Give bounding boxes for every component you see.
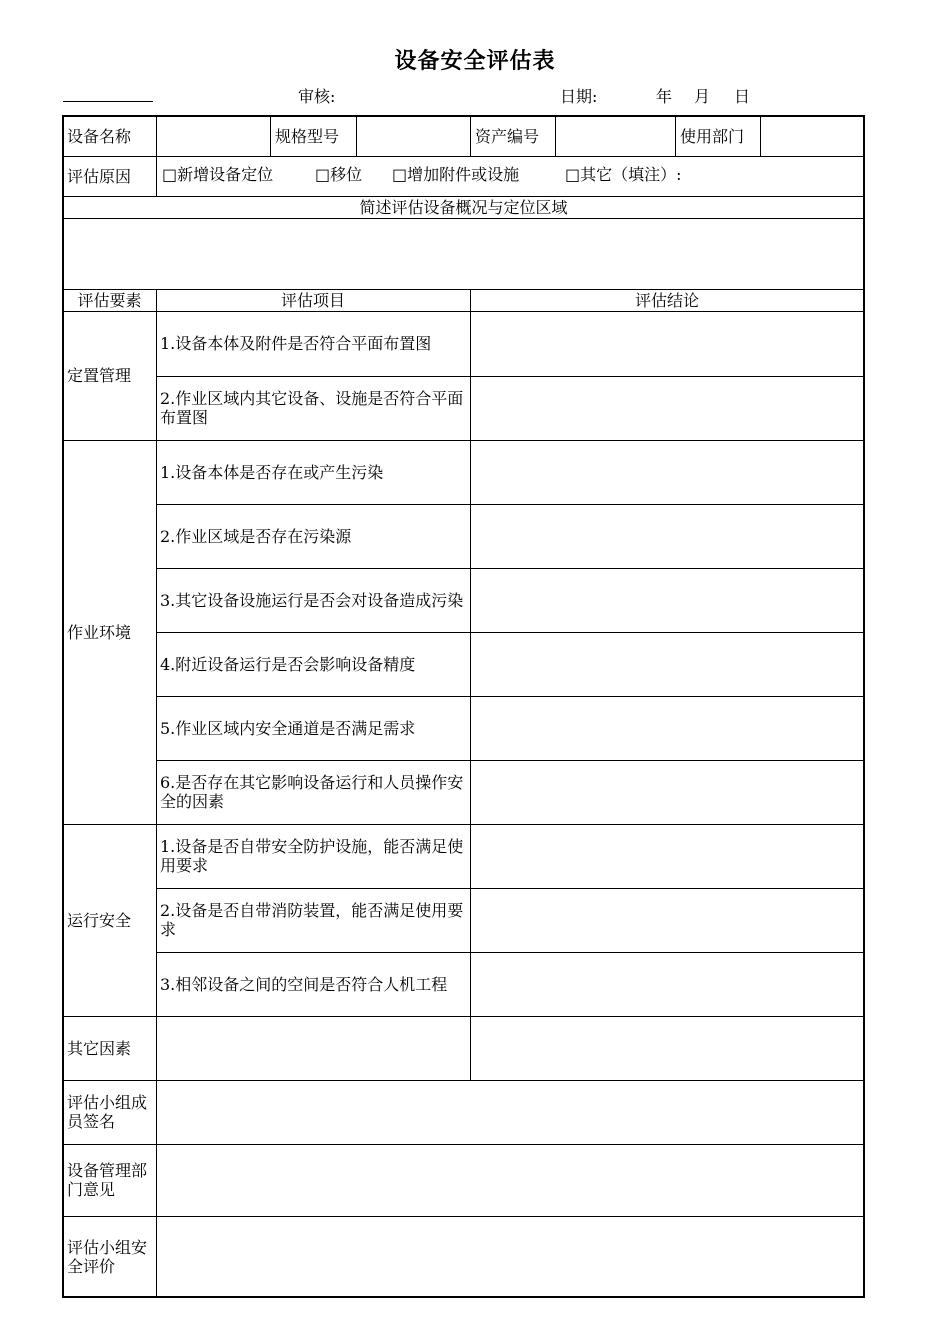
safety-evaluation-label: 评估小组安全评价 [67, 1237, 148, 1276]
asset-no-label: 资产编号 [475, 126, 540, 146]
overview-heading: 简述评估设备概况与定位区域 [359, 198, 568, 217]
conclusion-field[interactable] [471, 569, 863, 632]
department-field[interactable] [761, 116, 864, 156]
item-text: 3.相邻设备之间的空间是否符合人机工程 [160, 974, 448, 994]
model-label: 规格型号 [275, 126, 340, 146]
reason-label: 评估原因 [67, 166, 132, 186]
col-divider [270, 116, 271, 156]
review-label: 审核: [298, 87, 336, 106]
conclusion-field[interactable] [471, 825, 863, 888]
other-factors-item-field[interactable] [157, 1017, 470, 1080]
conclusion-field[interactable] [471, 312, 863, 376]
signature-line[interactable] [63, 101, 153, 102]
item-text: 2.作业区域是否存在污染源 [160, 526, 352, 546]
reason-option-new[interactable]: □新增设备定位 [162, 165, 274, 184]
form-title: 设备安全评估表 [394, 48, 556, 74]
reason-option-move[interactable]: □移位 [315, 165, 363, 184]
col-header-conclusion: 评估结论 [634, 291, 699, 310]
section-label: 运行安全 [67, 910, 132, 930]
team-signature-field[interactable] [157, 1081, 863, 1144]
device-name-label: 设备名称 [67, 126, 132, 146]
team-signature-label: 评估小组成员签名 [67, 1093, 148, 1131]
item-text: 5.作业区域内安全通道是否满足需求 [160, 718, 416, 738]
conclusion-field[interactable] [471, 953, 863, 1016]
safety-evaluation-field[interactable] [157, 1217, 863, 1297]
dept-opinion-field[interactable] [157, 1145, 863, 1216]
row-divider [63, 156, 864, 157]
other-factors-conclusion-field[interactable] [471, 1017, 863, 1080]
department-label: 使用部门 [680, 126, 745, 146]
conclusion-field[interactable] [471, 441, 863, 504]
col-divider [470, 116, 471, 156]
item-text: 2.作业区域内其它设备、设施是否符合平面布置图 [160, 389, 464, 427]
item-text: 1.设备本体是否存在或产生污染 [160, 462, 384, 482]
item-text: 2.设备是否自带消防装置，能否满足使用要求 [160, 901, 464, 939]
item-text: 4.附近设备运行是否会影响设备精度 [160, 654, 416, 674]
row-divider [63, 196, 864, 197]
col-header-item: 评估项目 [280, 291, 345, 310]
asset-no-field[interactable] [556, 116, 675, 156]
year-label: 年 [656, 87, 673, 106]
model-field[interactable] [357, 116, 470, 156]
reason-option-other[interactable]: □其它（填注）: [565, 165, 682, 184]
item-text: 3.其它设备设施运行是否会对设备造成污染 [160, 590, 464, 610]
item-text: 1.设备本体及附件是否符合平面布置图 [160, 334, 432, 353]
conclusion-field[interactable] [471, 697, 863, 760]
col-divider [675, 116, 676, 156]
date-label: 日期: [560, 87, 598, 106]
day-label: 日 [734, 87, 751, 106]
item-text: 6.是否存在其它影响设备运行和人员操作安全的因素 [160, 773, 464, 811]
reason-option-addon[interactable]: □增加附件或设施 [392, 165, 520, 184]
overview-field[interactable] [63, 219, 864, 289]
month-label: 月 [694, 87, 711, 106]
conclusion-field[interactable] [471, 505, 863, 568]
section-label: 作业环境 [67, 622, 132, 642]
conclusion-field[interactable] [471, 377, 863, 440]
device-name-field[interactable] [157, 116, 270, 156]
other-factors-label: 其它因素 [67, 1038, 132, 1058]
dept-opinion-label: 设备管理部门意见 [67, 1161, 148, 1199]
item-text: 1.设备是否自带安全防护设施，能否满足使用要求 [160, 837, 464, 875]
conclusion-field[interactable] [471, 889, 863, 952]
conclusion-field[interactable] [471, 633, 863, 696]
conclusion-field[interactable] [471, 761, 863, 824]
section-label: 定置管理 [67, 366, 132, 385]
col-header-factor: 评估要素 [77, 291, 142, 310]
